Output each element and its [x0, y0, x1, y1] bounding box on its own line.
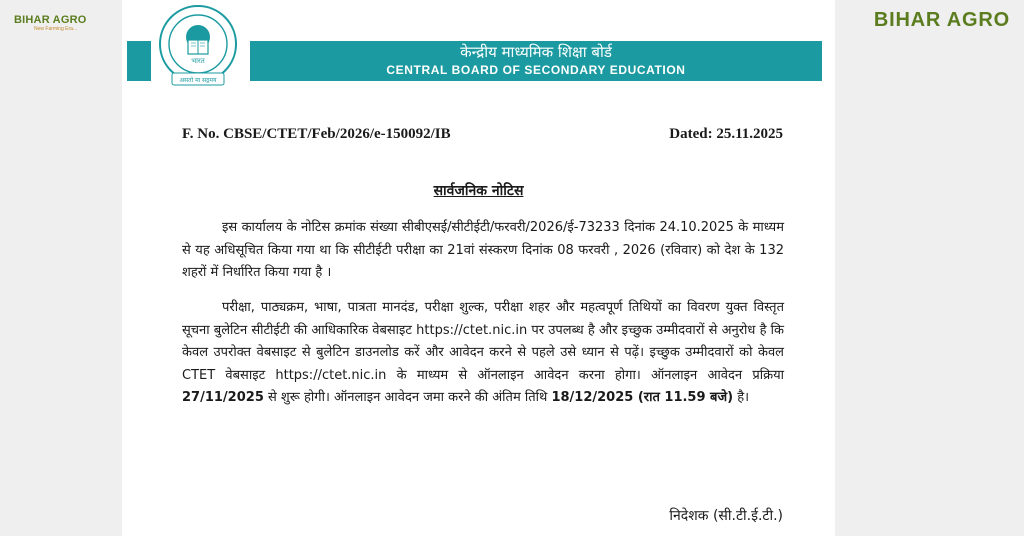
board-name-hindi: केन्द्रीय माध्यमिक शिक्षा बोर्ड — [460, 43, 612, 61]
paragraph-2 — [182, 297, 784, 410]
cbse-emblem-icon — [158, 4, 238, 90]
paragraph-2-text-a: परीक्षा, पाठ्यक्रम, भाषा, पात्रता मानदंड, परीक्षा शुल्क, परीक्षा शहर और महत्वपूर्ण तिथियों का विवरण युक्त विस्तृत सूचना बुलेटिन सीटीईटी की आधिकारिक वेबसाइट https://ctet.nic.in पर उपलब्ध है और इच्छुक उम्मीदवारों से अनुरोध है कि केवल उपरोक्त वेबसाइट से बुलेटिन डाउनलोड करें और आवेदन करने से पहले उसे ध्यान से पढ़ें। इच्छुक उम्मीदवारों को केवल CTET वेबसाइट https://ctet.nic.in के माध्यम से ऑनलाइन आवेदन करना होगा। ऑनलाइन आवेदन प्रक्रिया — [182, 300, 784, 383]
bihar-agro-logo-right: BIHAR AGRO — [873, 9, 1010, 31]
notice-date: Dated: 25.11.2025 — [669, 126, 783, 142]
board-banner — [250, 41, 822, 81]
logo-left-name: BIHAR AGRO — [14, 14, 87, 26]
application-start-date: 27/11/2025 — [182, 390, 264, 405]
notice-document — [122, 0, 835, 536]
emblem-bharat-text: भारत — [191, 57, 205, 65]
application-last-date: 18/12/2025 (रात 11.59 बजे) — [551, 390, 734, 405]
logo-left-tagline: New Farming Era... — [34, 26, 78, 32]
paragraph-2-text-c: है। — [733, 390, 750, 405]
banner-stub — [127, 41, 151, 81]
signature-director: निदेशक (सी.टी.ई.टी.) — [669, 508, 783, 524]
emblem-motto-text: असतो मा सद्गमय — [179, 77, 217, 84]
paragraph-1: इस कार्यालय के नोटिस क्रमांक संख्या सीबीएसई/सीटीईटी/फरवरी/2026/ई-73233 दिनांक 24.10.2025 के माध्यम से यह अधिसूचित किया गया था कि सीटीईटी परीक्षा का 21वां संस्करण दिनांक 08 फरवरी , 2026 (रविवार) को देश के 132 शहरों में निर्धारित किया गया है । — [182, 220, 784, 280]
notice-title: सार्वजनिक नोटिस — [433, 183, 524, 199]
bihar-agro-logo-left — [14, 14, 98, 32]
file-number: F. No. CBSE/CTET/Feb/2026/e-150092/IB — [182, 126, 451, 142]
board-name-english: CENTRAL BOARD OF SECONDARY EDUCATION — [386, 63, 686, 77]
paragraph-2-text-b: से शुरू होगी। ऑनलाइन आवेदन जमा करने की अंतिम तिथि — [263, 390, 552, 405]
